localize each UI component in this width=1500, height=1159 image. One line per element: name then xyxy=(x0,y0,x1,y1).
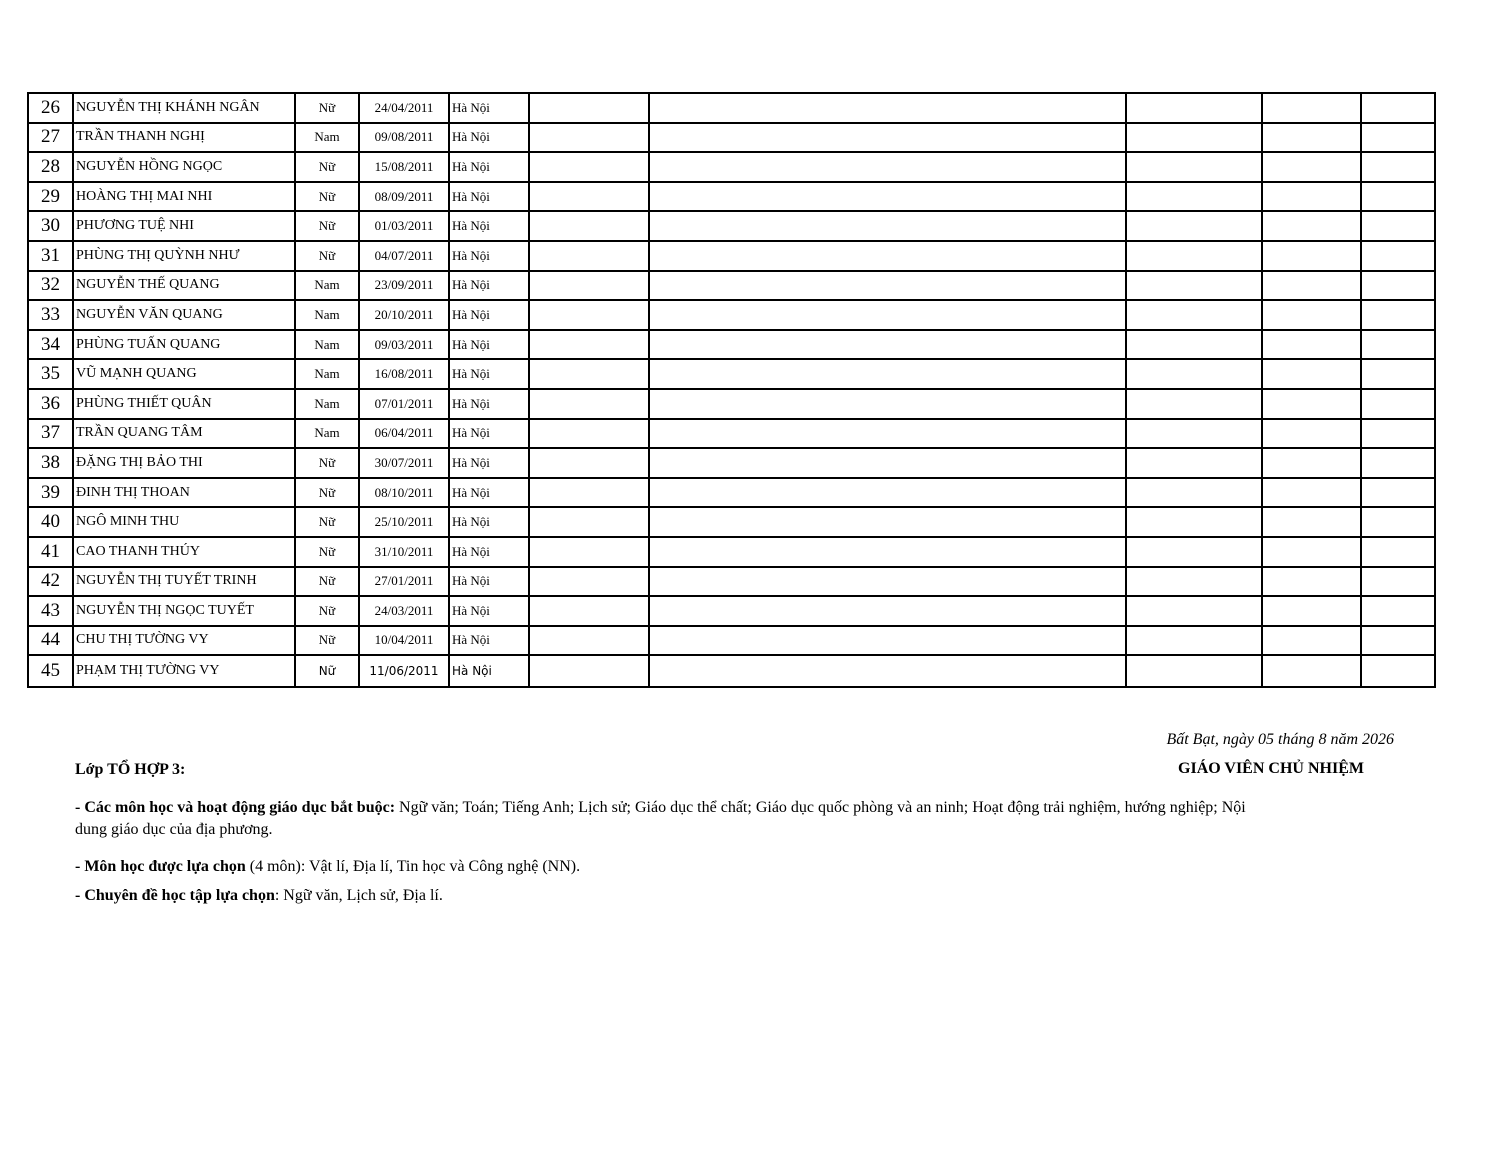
cell-stt: 28 xyxy=(28,152,73,182)
roster-body xyxy=(28,93,1435,687)
table-row xyxy=(28,655,1435,687)
cell-empty xyxy=(649,655,1126,687)
cell-place-of-birth: Hà Nội xyxy=(449,211,529,241)
cell-empty xyxy=(1126,359,1262,389)
cell-gender: Nữ xyxy=(295,537,359,567)
cell-date-of-birth: 09/08/2011 xyxy=(359,123,449,153)
cell-empty xyxy=(529,359,649,389)
cell-date-of-birth: 01/03/2011 xyxy=(359,211,449,241)
cell-empty xyxy=(1361,241,1435,271)
cell-empty xyxy=(1126,152,1262,182)
cell-empty xyxy=(649,596,1126,626)
cell-empty xyxy=(1361,419,1435,449)
cell-empty xyxy=(1361,655,1435,687)
cell-place-of-birth: Hà Nội xyxy=(449,537,529,567)
cell-empty xyxy=(1262,389,1361,419)
cell-empty xyxy=(1361,123,1435,153)
cell-gender: Nữ xyxy=(295,152,359,182)
cell-gender: Nữ xyxy=(295,241,359,271)
cell-empty xyxy=(1262,507,1361,537)
table-row xyxy=(28,330,1435,360)
cell-empty xyxy=(1262,211,1361,241)
cell-empty xyxy=(649,93,1126,123)
cell-empty xyxy=(1126,655,1262,687)
elective-text: (4 môn): Vật lí, Địa lí, Tin học và Công nghệ (NN). xyxy=(245,858,581,875)
compulsory-subjects xyxy=(75,797,1275,841)
study-topics xyxy=(75,885,443,907)
table-row xyxy=(28,211,1435,241)
cell-empty xyxy=(1361,359,1435,389)
cell-stt: 31 xyxy=(28,241,73,271)
cell-empty xyxy=(649,300,1126,330)
cell-empty xyxy=(1361,152,1435,182)
cell-gender: Nữ xyxy=(295,596,359,626)
table-row xyxy=(28,93,1435,123)
cell-empty xyxy=(1262,330,1361,360)
table-row xyxy=(28,389,1435,419)
cell-date-of-birth: 11/06/2011 xyxy=(359,655,449,687)
cell-gender: Nam xyxy=(295,271,359,301)
cell-gender: Nam xyxy=(295,123,359,153)
cell-empty xyxy=(1126,448,1262,478)
cell-gender: Nam xyxy=(295,389,359,419)
cell-student-name: NGUYỄN THỊ KHÁNH NGÂN xyxy=(73,93,295,123)
cell-place-of-birth: Hà Nội xyxy=(449,626,529,656)
cell-stt: 42 xyxy=(28,567,73,597)
cell-empty xyxy=(1361,182,1435,212)
cell-student-name: NGUYỄN THỊ TUYẾT TRINH xyxy=(73,567,295,597)
table-row xyxy=(28,359,1435,389)
cell-empty xyxy=(1126,626,1262,656)
cell-empty xyxy=(649,626,1126,656)
cell-place-of-birth: Hà Nội xyxy=(449,93,529,123)
cell-empty xyxy=(529,271,649,301)
table-row xyxy=(28,596,1435,626)
cell-empty xyxy=(1262,537,1361,567)
cell-empty xyxy=(1262,123,1361,153)
cell-stt: 40 xyxy=(28,507,73,537)
cell-empty xyxy=(1361,537,1435,567)
cell-stt: 30 xyxy=(28,211,73,241)
cell-date-of-birth: 16/08/2011 xyxy=(359,359,449,389)
cell-date-of-birth: 24/03/2011 xyxy=(359,596,449,626)
cell-stt: 29 xyxy=(28,182,73,212)
table-row xyxy=(28,300,1435,330)
table-row xyxy=(28,567,1435,597)
cell-date-of-birth: 24/04/2011 xyxy=(359,93,449,123)
cell-gender: Nam xyxy=(295,330,359,360)
cell-empty xyxy=(649,123,1126,153)
cell-student-name: PHÙNG THIẾT QUÂN xyxy=(73,389,295,419)
table-row xyxy=(28,241,1435,271)
cell-gender: Nam xyxy=(295,419,359,449)
cell-empty xyxy=(1262,626,1361,656)
cell-empty xyxy=(529,567,649,597)
cell-empty xyxy=(1126,537,1262,567)
cell-empty xyxy=(1361,211,1435,241)
cell-empty xyxy=(529,419,649,449)
cell-stt: 34 xyxy=(28,330,73,360)
cell-place-of-birth: Hà Nội xyxy=(449,596,529,626)
cell-empty xyxy=(1126,93,1262,123)
cell-empty xyxy=(1361,448,1435,478)
cell-empty xyxy=(529,537,649,567)
table-row xyxy=(28,537,1435,567)
cell-empty xyxy=(1262,478,1361,508)
compulsory-text: Ngữ văn; Toán; Tiếng Anh; Lịch sử; Giáo dục thể chất; Giáo dục quốc phòng và an ninh; Hoạt động trải nghiệm, hướng nghiệp; Nội dung giáo dục của địa phương. xyxy=(75,799,1246,838)
cell-empty xyxy=(1262,419,1361,449)
cell-empty xyxy=(1262,93,1361,123)
cell-date-of-birth: 27/01/2011 xyxy=(359,567,449,597)
topics-label: - Chuyên đề học tập lựa chọn xyxy=(75,887,275,904)
cell-student-name: TRẦN THANH NGHỊ xyxy=(73,123,295,153)
cell-empty xyxy=(1262,655,1361,687)
topics-text: : Ngữ văn, Lịch sử, Địa lí. xyxy=(274,887,443,904)
cell-empty xyxy=(1262,182,1361,212)
cell-place-of-birth: Hà Nội xyxy=(449,567,529,597)
cell-place-of-birth: Hà Nội xyxy=(449,655,529,687)
cell-gender: Nữ xyxy=(295,626,359,656)
cell-gender: Nữ xyxy=(295,507,359,537)
cell-empty xyxy=(529,330,649,360)
cell-student-name: PHÙNG THỊ QUỲNH NHƯ xyxy=(73,241,295,271)
cell-empty xyxy=(1126,389,1262,419)
cell-empty xyxy=(1361,93,1435,123)
cell-student-name: TRẦN QUANG TÂM xyxy=(73,419,295,449)
cell-empty xyxy=(529,211,649,241)
cell-gender: Nữ xyxy=(295,478,359,508)
cell-empty xyxy=(1361,596,1435,626)
cell-date-of-birth: 09/03/2011 xyxy=(359,330,449,360)
cell-empty xyxy=(529,389,649,419)
class-title: Lớp TỔ HỢP 3: xyxy=(75,761,186,778)
cell-stt: 45 xyxy=(28,655,73,687)
cell-date-of-birth: 15/08/2011 xyxy=(359,152,449,182)
cell-empty xyxy=(1361,567,1435,597)
cell-empty xyxy=(529,448,649,478)
cell-student-name: CHU THỊ TƯỜNG VY xyxy=(73,626,295,656)
cell-student-name: PHẠM THỊ TƯỜNG VY xyxy=(73,655,295,687)
cell-stt: 44 xyxy=(28,626,73,656)
cell-date-of-birth: 23/09/2011 xyxy=(359,271,449,301)
cell-empty xyxy=(649,478,1126,508)
cell-date-of-birth: 06/04/2011 xyxy=(359,419,449,449)
cell-empty xyxy=(529,478,649,508)
cell-empty xyxy=(649,537,1126,567)
cell-empty xyxy=(1361,389,1435,419)
cell-date-of-birth: 10/04/2011 xyxy=(359,626,449,656)
cell-empty xyxy=(1262,567,1361,597)
cell-date-of-birth: 04/07/2011 xyxy=(359,241,449,271)
cell-empty xyxy=(1361,271,1435,301)
cell-student-name: NGÔ MINH THU xyxy=(73,507,295,537)
cell-place-of-birth: Hà Nội xyxy=(449,359,529,389)
cell-stt: 38 xyxy=(28,448,73,478)
cell-empty xyxy=(649,152,1126,182)
cell-empty xyxy=(649,507,1126,537)
cell-empty xyxy=(1126,507,1262,537)
table-row xyxy=(28,626,1435,656)
cell-stt: 36 xyxy=(28,389,73,419)
cell-empty xyxy=(529,507,649,537)
cell-empty xyxy=(649,448,1126,478)
cell-empty xyxy=(1361,300,1435,330)
cell-student-name: CAO THANH THÚY xyxy=(73,537,295,567)
cell-student-name: ĐẶNG THỊ BẢO THI xyxy=(73,448,295,478)
cell-empty xyxy=(1126,123,1262,153)
cell-empty xyxy=(649,330,1126,360)
cell-place-of-birth: Hà Nội xyxy=(449,182,529,212)
cell-stt: 37 xyxy=(28,419,73,449)
cell-empty xyxy=(1262,271,1361,301)
cell-empty xyxy=(1126,330,1262,360)
cell-empty xyxy=(1126,567,1262,597)
cell-student-name: HOÀNG THỊ MAI NHI xyxy=(73,182,295,212)
cell-place-of-birth: Hà Nội xyxy=(449,419,529,449)
cell-place-of-birth: Hà Nội xyxy=(449,241,529,271)
cell-student-name: NGUYỄN VĂN QUANG xyxy=(73,300,295,330)
cell-gender: Nữ xyxy=(295,448,359,478)
cell-gender: Nữ xyxy=(295,567,359,597)
teacher-title: GIÁO VIÊN CHỦ NHIỆM xyxy=(1178,760,1364,777)
cell-gender: Nữ xyxy=(295,211,359,241)
cell-empty xyxy=(649,359,1126,389)
cell-date-of-birth: 07/01/2011 xyxy=(359,389,449,419)
cell-empty xyxy=(529,241,649,271)
cell-empty xyxy=(529,626,649,656)
cell-empty xyxy=(1126,271,1262,301)
cell-place-of-birth: Hà Nội xyxy=(449,123,529,153)
cell-empty xyxy=(649,419,1126,449)
compulsory-label: - Các môn học và hoạt động giáo dục bắt buộc: xyxy=(75,799,396,816)
cell-empty xyxy=(1126,211,1262,241)
cell-empty xyxy=(649,241,1126,271)
cell-place-of-birth: Hà Nội xyxy=(449,300,529,330)
cell-empty xyxy=(1262,448,1361,478)
cell-date-of-birth: 08/09/2011 xyxy=(359,182,449,212)
cell-empty xyxy=(1126,300,1262,330)
elective-label: - Môn học được lựa chọn xyxy=(75,858,246,875)
cell-place-of-birth: Hà Nội xyxy=(449,507,529,537)
cell-stt: 43 xyxy=(28,596,73,626)
cell-empty xyxy=(1361,478,1435,508)
cell-date-of-birth: 31/10/2011 xyxy=(359,537,449,567)
cell-student-name: NGUYỄN THỊ NGỌC TUYẾT xyxy=(73,596,295,626)
table-row xyxy=(28,419,1435,449)
cell-empty xyxy=(649,389,1126,419)
table-row xyxy=(28,182,1435,212)
table-row xyxy=(28,271,1435,301)
cell-place-of-birth: Hà Nội xyxy=(449,152,529,182)
cell-empty xyxy=(529,93,649,123)
cell-date-of-birth: 20/10/2011 xyxy=(359,300,449,330)
cell-place-of-birth: Hà Nội xyxy=(449,330,529,360)
cell-empty xyxy=(1126,596,1262,626)
cell-place-of-birth: Hà Nội xyxy=(449,448,529,478)
cell-student-name: VŨ MẠNH QUANG xyxy=(73,359,295,389)
cell-stt: 33 xyxy=(28,300,73,330)
cell-empty xyxy=(649,271,1126,301)
cell-empty xyxy=(1262,152,1361,182)
cell-date-of-birth: 30/07/2011 xyxy=(359,448,449,478)
cell-place-of-birth: Hà Nội xyxy=(449,271,529,301)
cell-gender: Nữ xyxy=(295,182,359,212)
table-row xyxy=(28,478,1435,508)
cell-student-name: PHÙNG TUẤN QUANG xyxy=(73,330,295,360)
cell-gender: Nữ xyxy=(295,93,359,123)
cell-student-name: NGUYỄN THẾ QUANG xyxy=(73,271,295,301)
cell-gender: Nam xyxy=(295,300,359,330)
cell-empty xyxy=(529,123,649,153)
cell-empty xyxy=(1126,419,1262,449)
cell-stt: 39 xyxy=(28,478,73,508)
cell-student-name: PHƯƠNG TUỆ NHI xyxy=(73,211,295,241)
cell-empty xyxy=(529,152,649,182)
cell-empty xyxy=(649,211,1126,241)
cell-stt: 27 xyxy=(28,123,73,153)
cell-empty xyxy=(1262,596,1361,626)
signature-date: Bất Bạt, ngày 05 tháng 8 năm 2026 xyxy=(1166,731,1394,748)
cell-empty xyxy=(1262,359,1361,389)
table-row xyxy=(28,123,1435,153)
cell-date-of-birth: 25/10/2011 xyxy=(359,507,449,537)
cell-stt: 35 xyxy=(28,359,73,389)
cell-place-of-birth: Hà Nội xyxy=(449,478,529,508)
cell-empty xyxy=(649,567,1126,597)
cell-place-of-birth: Hà Nội xyxy=(449,389,529,419)
cell-student-name: ĐINH THỊ THOAN xyxy=(73,478,295,508)
cell-empty xyxy=(1126,241,1262,271)
table-row xyxy=(28,507,1435,537)
cell-stt: 41 xyxy=(28,537,73,567)
cell-empty xyxy=(529,655,649,687)
student-roster-table xyxy=(27,92,1436,688)
cell-gender: Nam xyxy=(295,359,359,389)
cell-empty xyxy=(1361,330,1435,360)
cell-empty xyxy=(1262,241,1361,271)
cell-empty xyxy=(1126,182,1262,212)
table-row xyxy=(28,152,1435,182)
cell-empty xyxy=(529,300,649,330)
cell-empty xyxy=(1361,626,1435,656)
cell-empty xyxy=(1126,478,1262,508)
cell-student-name: NGUYỄN HỒNG NGỌC xyxy=(73,152,295,182)
cell-empty xyxy=(529,596,649,626)
cell-empty xyxy=(649,182,1126,212)
cell-stt: 32 xyxy=(28,271,73,301)
cell-gender: Nữ xyxy=(295,655,359,687)
cell-empty xyxy=(1262,300,1361,330)
table-row xyxy=(28,448,1435,478)
cell-stt: 26 xyxy=(28,93,73,123)
cell-date-of-birth: 08/10/2011 xyxy=(359,478,449,508)
elective-subjects xyxy=(75,856,580,878)
cell-empty xyxy=(1361,507,1435,537)
cell-empty xyxy=(529,182,649,212)
